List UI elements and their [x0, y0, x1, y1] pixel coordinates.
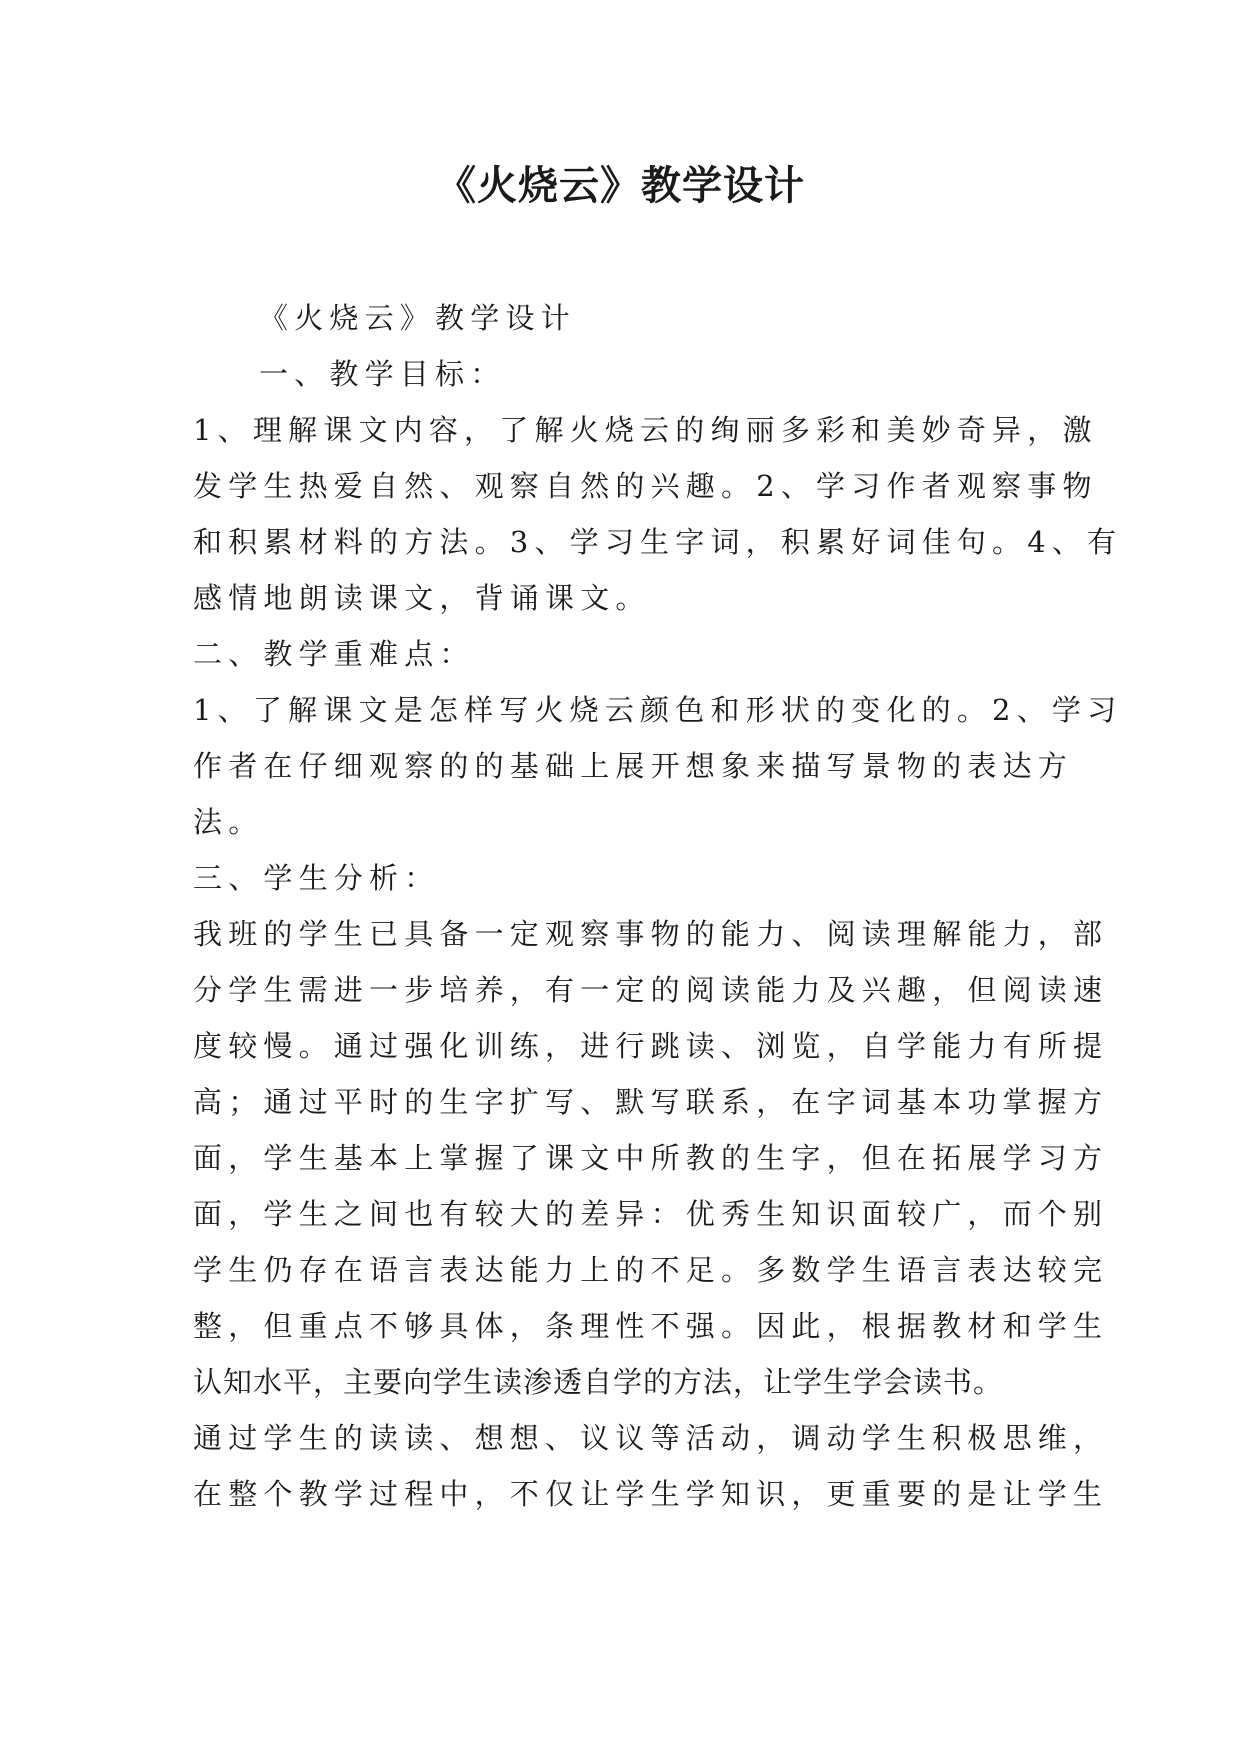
body-line: 和积累材料的方法。3、学习生字词，积累好词佳句。4、有: [193, 525, 1123, 559]
body-line: 法。: [193, 805, 264, 839]
body-line: 在整个教学过程中，不仅让学生学知识，更重要的是让学生: [193, 1477, 1109, 1511]
body-line: 感情地朗读课文，背诵课文。: [193, 581, 651, 615]
body-line: 面，学生之间也有较大的差异：优秀生知识面较广，而个别: [193, 1197, 1109, 1231]
body-line: 我班的学生已具备一定观察事物的能力、阅读理解能力，部: [193, 917, 1109, 951]
document-title: 《火烧云》教学设计: [436, 163, 805, 209]
body-line: 面，学生基本上掌握了课文中所教的生字，但在拓展学习方: [193, 1141, 1109, 1175]
body-line: 分学生需进一步培养，有一定的阅读能力及兴趣，但阅读速: [193, 973, 1109, 1007]
body-line: 发学生热爱自然、观察自然的兴趣。2、学习作者观察事物: [193, 469, 1098, 503]
body-line: 度较慢。通过强化训练，进行跳读、浏览，自学能力有所提: [193, 1029, 1109, 1063]
body-line: 通过学生的读读、想想、议议等活动，调动学生积极思维，: [193, 1421, 1109, 1455]
body-line: 学生仍存在语言表达能力上的不足。多数学生语言表达较完: [193, 1253, 1109, 1287]
body-line: 整，但重点不够具体，条理性不强。因此，根据教材和学生: [193, 1309, 1109, 1343]
section-heading-key-points: 二、教学重难点：: [193, 637, 475, 671]
body-line: 作者在仔细观察的的基础上展开想象来描写景物的表达方: [193, 749, 1074, 783]
section-heading-teaching-goals: 一、教学目标：: [259, 357, 506, 391]
body-line: 1、了解课文是怎样写火烧云颜色和形状的变化的。2、学习: [193, 693, 1123, 727]
body-line: 1、理解课文内容，了解火烧云的绚丽多彩和美妙奇异，激: [193, 413, 1098, 447]
body-line-subtitle: 《火烧云》教学设计: [259, 301, 576, 335]
body-line: 高；通过平时的生字扩写、默写联系，在字词基本功掌握方: [193, 1085, 1109, 1119]
document-body: [193, 290, 1123, 1522]
body-line: 认知水平，主要向学生读渗透自学的方法，让学生学会读书。: [193, 1365, 1004, 1399]
section-heading-student-analysis: 三、学生分析：: [193, 861, 440, 895]
